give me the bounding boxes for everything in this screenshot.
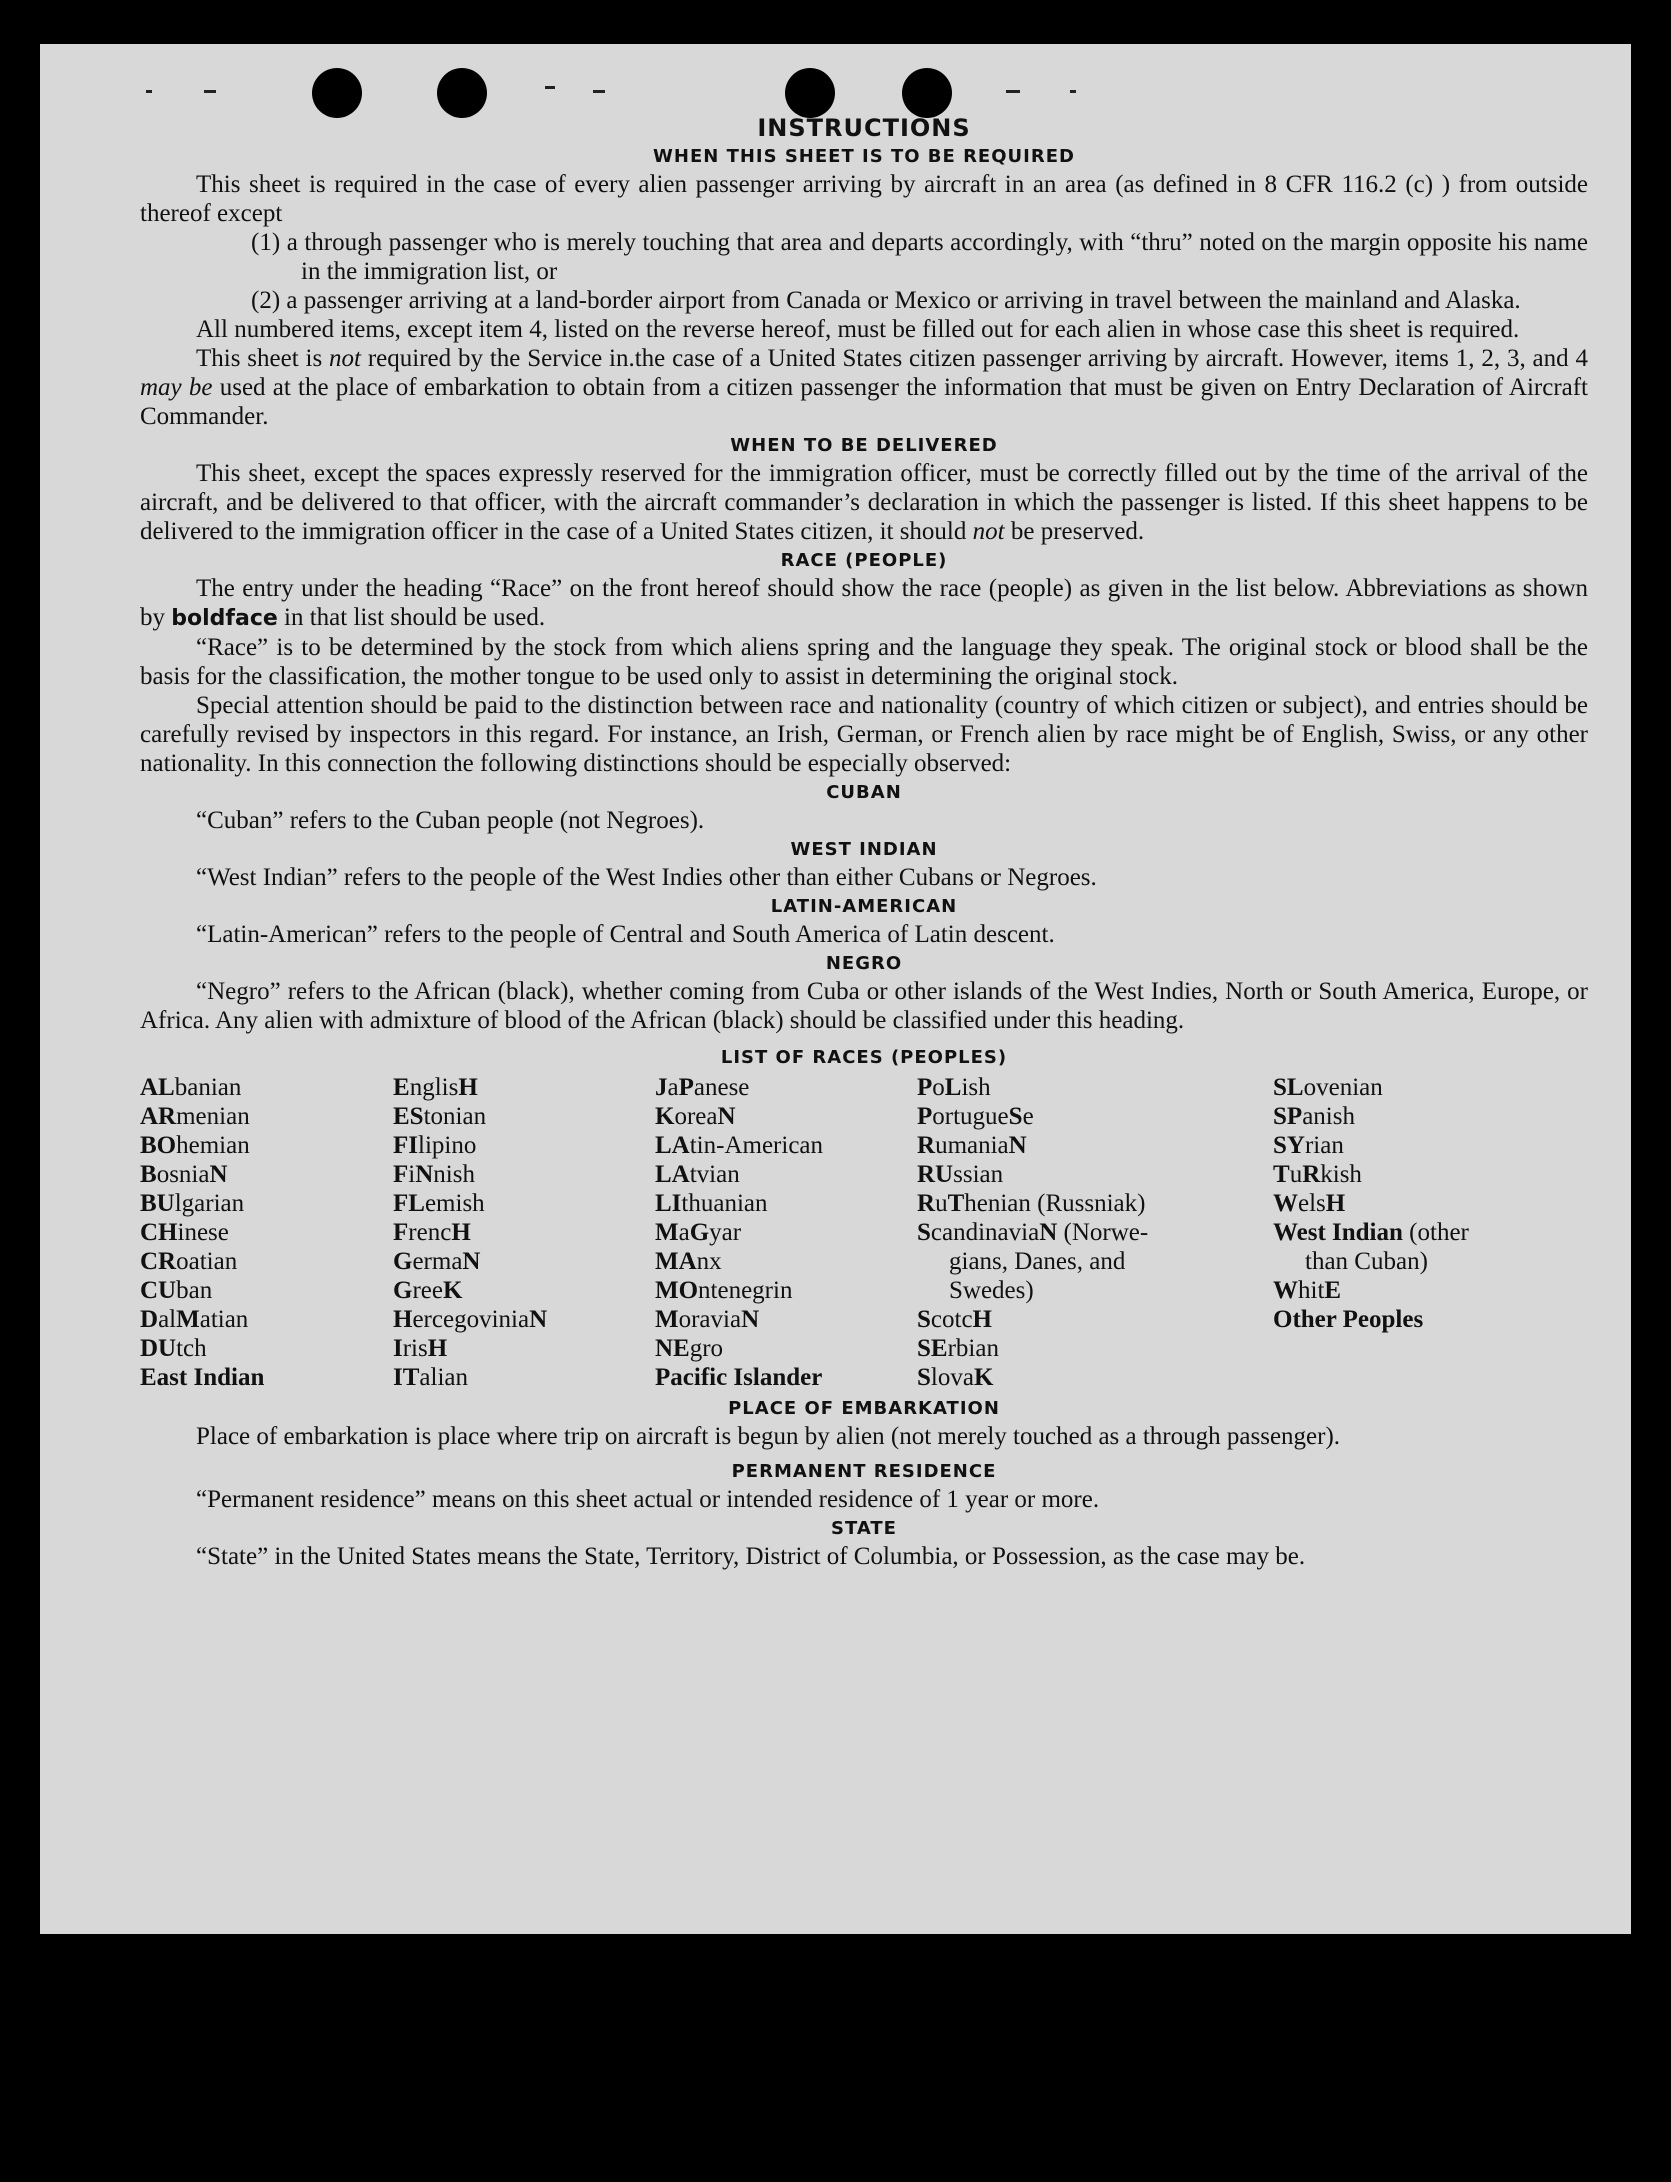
race-entry: LIthuanian <box>655 1190 768 1217</box>
race-entry: EStonian <box>393 1103 487 1130</box>
race-column <box>917 1073 1273 1392</box>
race-entry: ScotcH <box>917 1306 992 1333</box>
race-entry: SErbian <box>917 1335 999 1362</box>
section-heading-required: WHEN THIS SHEET IS TO BE REQUIRED <box>653 146 1075 167</box>
race-entry: DUtch <box>140 1335 207 1362</box>
race-entry: TuRkish <box>1273 1161 1362 1188</box>
race-entry: DalMatian <box>140 1306 249 1333</box>
scan-mark <box>545 86 555 89</box>
race-entry: KoreaN <box>655 1103 736 1130</box>
section-heading-latin-american: LATIN-AMERICAN <box>770 896 958 917</box>
section-heading-embarkation: PLACE OF EMBARKATION <box>728 1398 1000 1419</box>
race-entry: IrisH <box>393 1335 448 1362</box>
race-entry: CRoatian <box>140 1248 238 1275</box>
race-entry: ITalian <box>393 1364 468 1391</box>
paragraph: “Race” is to be determined by the stock from which aliens spring and the language they speak. The original stock or blood shall be the basis for the classification, the mother tongue to be used only to assist in determining the original stock. <box>140 634 1588 690</box>
race-list <box>140 1073 1588 1392</box>
section-heading-state: STATE <box>831 1518 897 1539</box>
race-entry: BosniaN <box>140 1161 228 1188</box>
paragraph: “Cuban” refers to the Cuban people (not Negroes). <box>196 807 705 834</box>
section-heading-negro: NEGRO <box>825 953 903 974</box>
race-entry: MOntenegrin <box>655 1277 793 1304</box>
race-entry: WelsH <box>1273 1190 1346 1217</box>
race-entry: gians, Danes, and <box>949 1248 1126 1275</box>
race-entry: HercegoviniaN <box>393 1306 548 1333</box>
section-heading-race: RACE (PEOPLE) <box>780 550 948 571</box>
race-entry: FrencH <box>393 1219 471 1246</box>
paragraph: “Negro” refers to the African (black), whether coming from Cuba or other islands of the West Indies, North or South America, Europe, or Africa. Any alien with admixture of blood of the African (black) should be classified under this heading. <box>140 978 1588 1034</box>
race-entry: CHinese <box>140 1219 229 1246</box>
race-entry: MaGyar <box>655 1219 742 1246</box>
race-entry: WhitE <box>1273 1277 1342 1304</box>
section-heading-residence: PERMANENT RESIDENCE <box>731 1461 997 1482</box>
paragraph: “Latin-American” refers to the people of Central and South America of Latin descent. <box>196 921 1055 948</box>
punch-hole <box>902 68 952 118</box>
race-entry: EnglisH <box>393 1074 478 1101</box>
race-entry: MAnx <box>655 1248 722 1275</box>
race-entry: LAtvian <box>655 1161 740 1188</box>
paragraph: All numbered items, except item 4, listed on the reverse hereof, must be filled out for each alien in whose case this sheet is required. <box>196 316 1520 343</box>
race-entry: RuThenian (Russniak) <box>917 1190 1146 1217</box>
race-entry: LAtin-American <box>655 1132 824 1159</box>
race-entry: FIlipino <box>393 1132 477 1159</box>
scan-mark <box>593 90 605 93</box>
paragraph: “West Indian” refers to the people of the West Indies other than either Cubans or Negroes. <box>196 864 1097 891</box>
race-entry: ALbanian <box>140 1074 242 1101</box>
race-column <box>393 1073 655 1392</box>
race-entry: Pacific Islander <box>655 1364 823 1391</box>
page-title: INSTRUCTIONS <box>757 114 971 142</box>
document-sheet <box>40 44 1631 1934</box>
race-entry: GermaN <box>393 1248 481 1275</box>
instructions-content <box>140 112 1588 1571</box>
race-entry: BUlgarian <box>140 1190 245 1217</box>
race-entry: Swedes) <box>949 1277 1034 1304</box>
list-item: (1) a through passenger who is merely touching that area and departs accordingly, with “thru” noted on the margin opposite his name in the immigration list, or <box>251 229 1588 285</box>
race-entry: MoraviaN <box>655 1306 760 1333</box>
race-entry: ScandinaviaN (Norwe- <box>917 1219 1149 1246</box>
race-column <box>140 1073 393 1392</box>
race-entry: Other Peoples <box>1273 1306 1424 1333</box>
race-entry: GreeK <box>393 1277 463 1304</box>
punch-hole <box>785 68 835 118</box>
paragraph: Special attention should be paid to the distinction between race and nationality (country of which citizen or subject), and entries should be carefully revised by inspectors in this regard. For instance, an Irish, German, or French alien by race might be of English, Swiss, or any other nationality. In this connection the following distinctions should be especially observed: <box>140 692 1588 777</box>
paragraph: This sheet is not required by the Service in.the case of a United States citizen passenger arriving by aircraft. However, items 1, 2, 3, and 4 may be used at the place of embarkation to obtain from a citizen passenger the information that must be given on Entry Declaration of Aircraft Commander. <box>140 345 1589 430</box>
race-entry: SYrian <box>1273 1132 1344 1159</box>
section-heading-list-of-races: LIST OF RACES (PEOPLES) <box>720 1047 1008 1068</box>
scan-mark <box>204 90 216 93</box>
section-heading-delivered: WHEN TO BE DELIVERED <box>730 435 998 456</box>
race-column <box>655 1073 917 1392</box>
race-entry: PortugueSe <box>917 1103 1034 1130</box>
race-entry: FiNnish <box>393 1161 475 1188</box>
punch-hole <box>312 68 362 118</box>
paragraph: “State” in the United States means the State, Territory, District of Columbia, or Possession, as the case may be. <box>196 1543 1306 1570</box>
race-entry: SLovenian <box>1273 1074 1383 1101</box>
race-entry: JaPanese <box>655 1074 750 1101</box>
scan-mark <box>146 90 152 93</box>
race-entry: SPanish <box>1273 1103 1355 1130</box>
race-entry: West Indian (other <box>1273 1219 1469 1246</box>
punch-hole <box>437 68 487 118</box>
scan-mark <box>1070 90 1076 93</box>
section-heading-cuban: CUBAN <box>826 782 902 803</box>
race-entry: than Cuban) <box>1305 1248 1428 1275</box>
race-entry: RumaniaN <box>917 1132 1027 1159</box>
paragraph: This sheet, except the spaces expressly reserved for the immigration officer, must be correctly filled out by the time of the arrival of the aircraft, and be delivered to that officer, with the aircraft commander’s declaration in which the passenger is listed. If this sheet happens to be delivered to the immigration officer in the case of a United States citizen, it should not be preserved. <box>140 460 1588 545</box>
race-entry: BOhemian <box>140 1132 250 1159</box>
paragraph: “Permanent residence” means on this sheet actual or intended residence of 1 year or more. <box>196 1486 1100 1513</box>
paragraph: The entry under the heading “Race” on the front hereof should show the race (people) as given in the list below. Abbreviations as shown by boldface in that list should be used. <box>140 575 1588 631</box>
section-heading-west-indian: WEST INDIAN <box>790 839 938 860</box>
race-entry: RUssian <box>917 1161 1004 1188</box>
race-entry: SlovaK <box>917 1364 994 1391</box>
race-entry: East Indian <box>140 1364 265 1391</box>
race-entry: FLemish <box>393 1190 485 1217</box>
race-entry: PoLish <box>917 1074 991 1101</box>
list-item: (2) a passenger arriving at a land-border airport from Canada or Mexico or arriving in travel between the mainland and Alaska. <box>251 287 1521 314</box>
scan-mark <box>1006 90 1020 93</box>
race-entry: NEgro <box>655 1335 724 1362</box>
race-entry: CUban <box>140 1277 213 1304</box>
race-column <box>1273 1073 1583 1392</box>
race-entry: ARmenian <box>140 1103 250 1130</box>
paragraph: This sheet is required in the case of every alien passenger arriving by aircraft in an area (as defined in 8 CFR 116.2 (c) ) from outside thereof except <box>140 171 1588 227</box>
paragraph: Place of embarkation is place where trip on aircraft is begun by alien (not merely touched as a through passenger). <box>196 1423 1341 1450</box>
